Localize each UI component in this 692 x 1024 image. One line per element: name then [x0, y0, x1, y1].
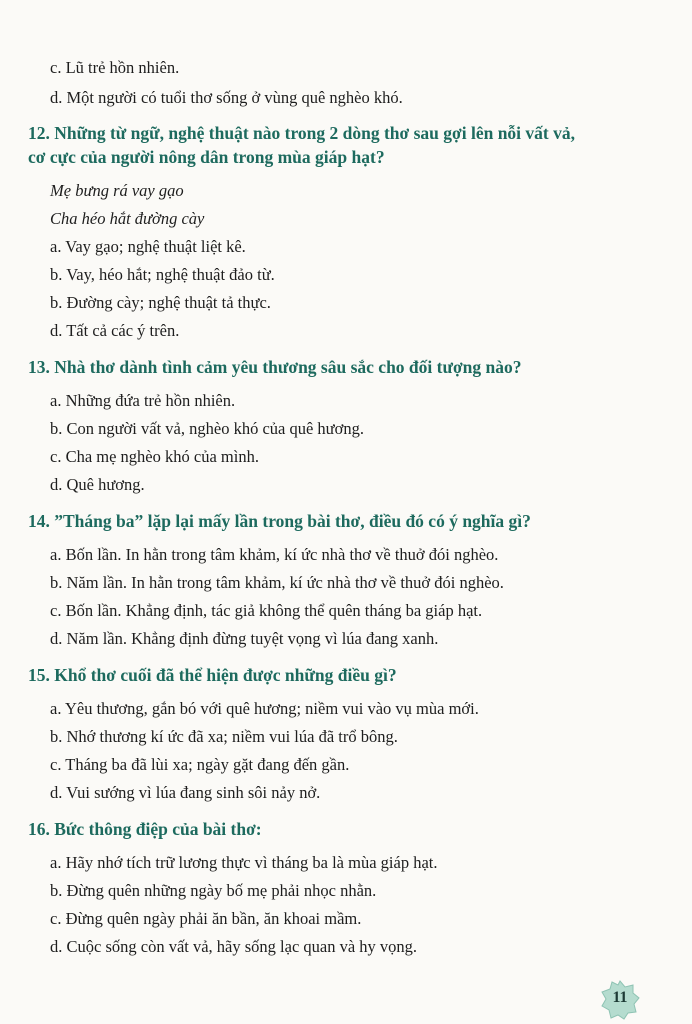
option-d: d. Một người có tuổi thơ sống ở vùng quê nghèo khó. — [50, 88, 403, 107]
q15-option-b: b. Nhớ thương kí ức đã xa; niềm vui lúa đã trổ bông. — [50, 727, 398, 746]
page-number-badge — [600, 980, 640, 1020]
q16-option-c: c. Đừng quên ngày phải ăn bần, ăn khoai mầm. — [50, 909, 362, 928]
q13-option-d: d. Quê hương. — [50, 475, 145, 494]
question-12-line2: cơ cực của người nông dân trong mùa giáp hạt? — [28, 147, 385, 167]
q12-option-d: d. Tất cả các ý trên. — [50, 321, 180, 340]
q13-option-c: c. Cha mẹ nghèo khó của mình. — [50, 447, 259, 466]
question-12-line1: 12. Những từ ngữ, nghệ thuật nào trong 2 dòng thơ sau gợi lên nỗi vất vả, — [28, 123, 575, 143]
q12-option-c: b. Đường cày; nghệ thuật tả thực. — [50, 293, 271, 312]
q16-option-a: a. Hãy nhớ tích trữ lương thực vì tháng ba là mùa giáp hạt. — [50, 853, 438, 872]
question-16: 16. Bức thông điệp của bài thơ: — [28, 819, 262, 839]
q14-option-a: a. Bốn lần. In hằn trong tâm khảm, kí ức nhà thơ về thuở đói nghèo. — [50, 545, 499, 564]
q16-option-d: d. Cuộc sống còn vất vả, hãy sống lạc quan và hy vọng. — [50, 937, 418, 956]
verse-line-1: Mẹ bưng rá vay gạo — [50, 181, 184, 200]
q14-option-c: c. Bốn lần. Khẳng định, tác giả không thể quên tháng ba giáp hạt. — [50, 601, 483, 620]
question-15: 15. Khổ thơ cuối đã thể hiện được những điều gì? — [28, 665, 397, 685]
question-14: 14. ”Tháng ba” lặp lại mấy lần trong bài thơ, điều đó có ý nghĩa gì? — [28, 511, 531, 531]
q16-option-b: b. Đừng quên những ngày bố mẹ phải nhọc nhằn. — [50, 881, 377, 900]
q15-option-a: a. Yêu thương, gắn bó với quê hương; niềm vui vào vụ mùa mới. — [50, 699, 479, 718]
q13-option-b: b. Con người vất vả, nghèo khó của quê hương. — [50, 419, 364, 438]
q12-option-b: b. Vay, héo hắt; nghệ thuật đảo từ. — [50, 265, 275, 284]
q14-option-d: d. Năm lần. Khẳng định đừng tuyệt vọng vì lúa đang xanh. — [50, 629, 439, 648]
q12-option-a: a. Vay gạo; nghệ thuật liệt kê. — [50, 237, 246, 256]
verse-line-2: Cha héo hắt đường cày — [50, 209, 205, 228]
option-c: c. Lũ trẻ hồn nhiên. — [50, 58, 180, 77]
q15-option-d: d. Vui sướng vì lúa đang sinh sôi nảy nở. — [50, 783, 321, 802]
q15-option-c: c. Tháng ba đã lùi xa; ngày gặt đang đến gần. — [50, 755, 350, 774]
q13-option-a: a. Những đứa trẻ hồn nhiên. — [50, 391, 236, 410]
page-number: 11 — [612, 989, 628, 1006]
question-13: 13. Nhà thơ dành tình cảm yêu thương sâu sắc cho đối tượng nào? — [28, 357, 522, 377]
q14-option-b: b. Năm lần. In hằn trong tâm khảm, kí ức nhà thơ về thuở đói nghèo. — [50, 573, 504, 592]
